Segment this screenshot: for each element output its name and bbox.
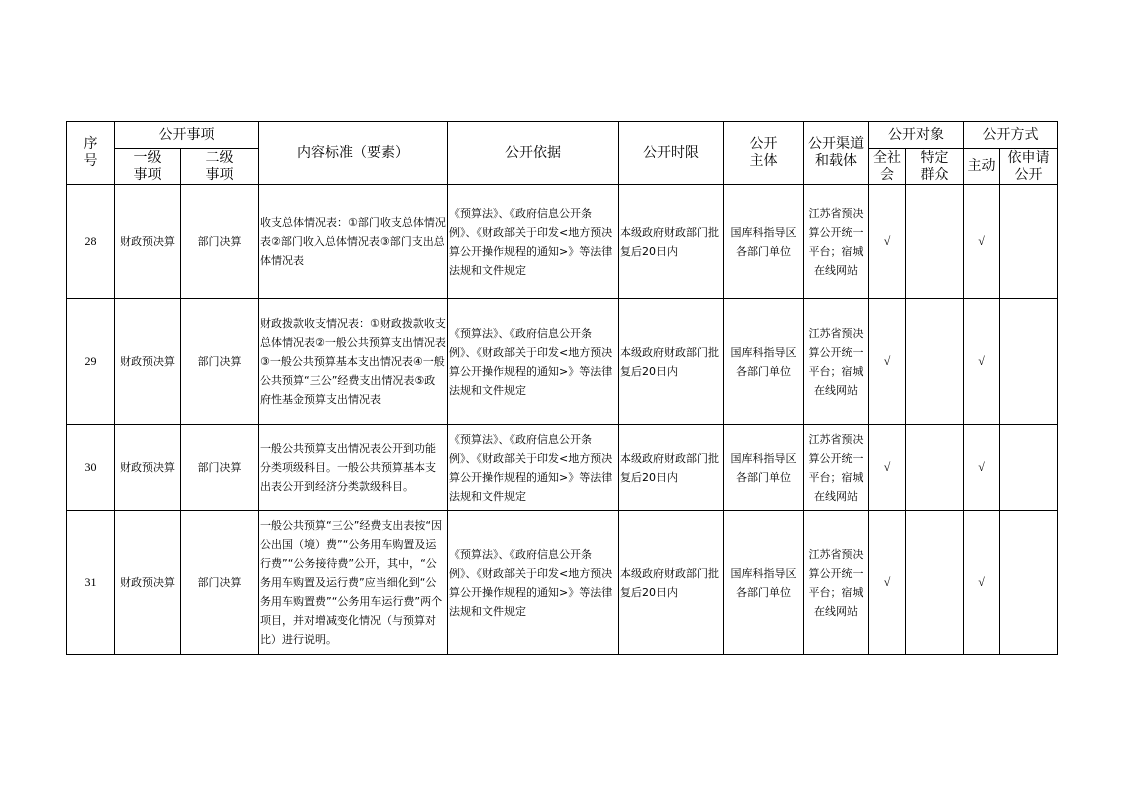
row-content: 一般公共预算“三公”经费支出表按“因公出国（境）费”“公务用车购置及运行费”“公务接待费”公开，其中，“公务用车购置及运行费”应当细化到“公务用车购置费”“公务用车运行费”两个项目，并对增减变化情况（与预算对比）进行说明。 — [259, 511, 448, 655]
header-active: 主动 — [964, 149, 1000, 185]
header-row-top — [67, 122, 1058, 149]
row-whole-society: √ — [869, 425, 906, 511]
table-row — [67, 299, 1058, 425]
header-content: 内容标准（要素） — [259, 122, 448, 185]
row-basis: 《预算法》、《政府信息公开条例》、《财政部关于印发<地方预决算公开操作规程的通知>》等法律法规和文件规定 — [448, 511, 619, 655]
row-active: √ — [964, 511, 1000, 655]
row-subject: 国库科指导区各部门单位 — [724, 425, 804, 511]
table-row — [67, 185, 1058, 299]
row-seq: 30 — [67, 425, 115, 511]
row-active: √ — [964, 299, 1000, 425]
header-seq: 序号 — [67, 122, 115, 185]
row-seq: 29 — [67, 299, 115, 425]
disclosure-table — [66, 121, 1058, 655]
row-basis: 《预算法》、《政府信息公开条例》、《财政部关于印发<地方预决算公开操作规程的通知>》等法律法规和文件规定 — [448, 185, 619, 299]
row-on-request — [1000, 299, 1058, 425]
row-time: 本级政府财政部门批复后20日内 — [619, 511, 724, 655]
row-time: 本级政府财政部门批复后20日内 — [619, 185, 724, 299]
row-level2: 部门决算 — [181, 185, 259, 299]
header-target-group: 公开对象 — [869, 122, 964, 149]
row-time: 本级政府财政部门批复后20日内 — [619, 425, 724, 511]
row-channel: 江苏省预决算公开统一平台；宿城在线网站 — [804, 185, 869, 299]
row-level1: 财政预决算 — [115, 425, 181, 511]
row-basis: 《预算法》、《政府信息公开条例》、《财政部关于印发<地方预决算公开操作规程的通知>》等法律法规和文件规定 — [448, 299, 619, 425]
header-level1: 一级事项 — [115, 149, 181, 185]
header-item-group: 公开事项 — [115, 122, 259, 149]
row-channel: 江苏省预决算公开统一平台；宿城在线网站 — [804, 299, 869, 425]
row-specific — [906, 511, 964, 655]
row-channel: 江苏省预决算公开统一平台；宿城在线网站 — [804, 425, 869, 511]
row-specific — [906, 299, 964, 425]
row-on-request — [1000, 511, 1058, 655]
row-level2: 部门决算 — [181, 425, 259, 511]
row-content: 财政拨款收支情况表：①财政拨款收支总体情况表②一般公共预算支出情况表③一般公共预算基本支出情况表④一般公共预算“三公”经费支出情况表⑤政府性基金预算支出情况表 — [259, 299, 448, 425]
header-level2: 二级事项 — [181, 149, 259, 185]
row-level2: 部门决算 — [181, 511, 259, 655]
row-level2: 部门决算 — [181, 299, 259, 425]
row-whole-society: √ — [869, 299, 906, 425]
row-content: 一般公共预算支出情况表公开到功能分类项级科目。一般公共预算基本支出表公开到经济分类款级科目。 — [259, 425, 448, 511]
row-seq: 28 — [67, 185, 115, 299]
header-subject: 公开主体 — [724, 122, 804, 185]
header-channel: 公开渠道和载体 — [804, 122, 869, 185]
header-method-group: 公开方式 — [964, 122, 1058, 149]
row-specific — [906, 185, 964, 299]
row-channel: 江苏省预决算公开统一平台；宿城在线网站 — [804, 511, 869, 655]
row-level1: 财政预决算 — [115, 185, 181, 299]
row-level1: 财政预决算 — [115, 299, 181, 425]
row-active: √ — [964, 425, 1000, 511]
header-specific: 特定群众 — [906, 149, 964, 185]
row-seq: 31 — [67, 511, 115, 655]
row-active: √ — [964, 185, 1000, 299]
row-on-request — [1000, 185, 1058, 299]
row-subject: 国库科指导区各部门单位 — [724, 299, 804, 425]
row-whole-society: √ — [869, 511, 906, 655]
row-whole-society: √ — [869, 185, 906, 299]
header-whole-society: 全社会 — [869, 149, 906, 185]
row-specific — [906, 425, 964, 511]
row-time: 本级政府财政部门批复后20日内 — [619, 299, 724, 425]
row-subject: 国库科指导区各部门单位 — [724, 185, 804, 299]
row-basis: 《预算法》、《政府信息公开条例》、《财政部关于印发<地方预决算公开操作规程的通知>》等法律法规和文件规定 — [448, 425, 619, 511]
header-on-request: 依申请公开 — [1000, 149, 1058, 185]
table-row — [67, 425, 1058, 511]
table-row — [67, 511, 1058, 655]
row-on-request — [1000, 425, 1058, 511]
header-basis: 公开依据 — [448, 122, 619, 185]
row-subject: 国库科指导区各部门单位 — [724, 511, 804, 655]
header-time: 公开时限 — [619, 122, 724, 185]
row-level1: 财政预决算 — [115, 511, 181, 655]
row-content: 收支总体情况表：①部门收支总体情况表②部门收入总体情况表③部门支出总体情况表 — [259, 185, 448, 299]
